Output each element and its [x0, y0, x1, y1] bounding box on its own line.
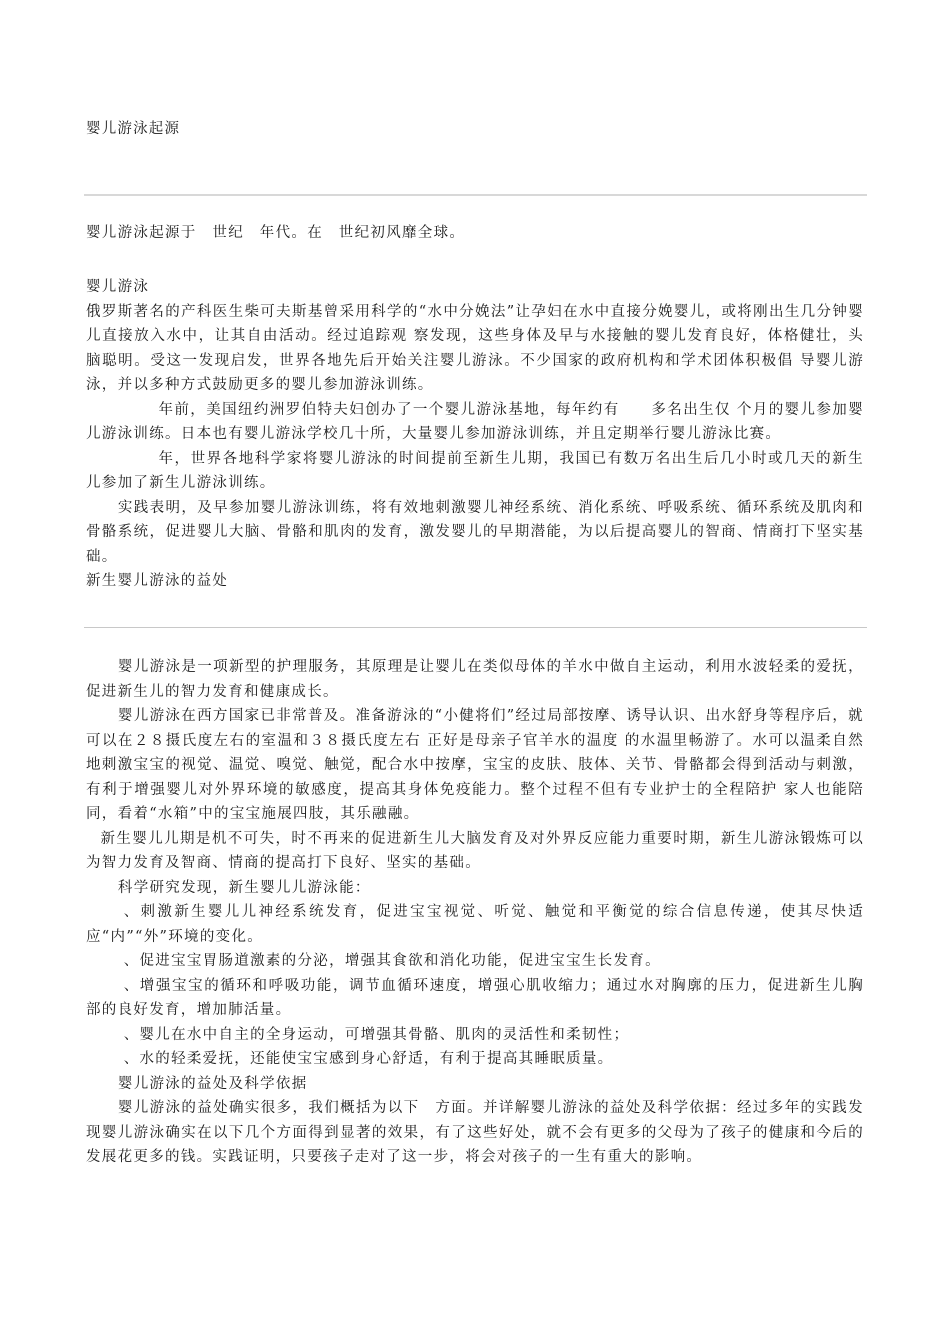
paragraph: 新生婴儿儿期是机不可失，时不再来的促进新生儿大脑发育及对外界反应能力重要时期，新生儿游泳锻炼可以为智力发育及智商、情商的提高打下良好、坚实的基础。 — [86, 830, 864, 871]
list-item: 、增强宝宝的循环和呼吸功能，调节血循环速度，增强心肌收缩力；通过水对胸廓的压力，促进新生儿胸部的良好发育，增加肺活量。 — [86, 977, 864, 1018]
section-divider — [84, 627, 867, 628]
paragraph: 实践表明，及早参加婴儿游泳训练，将有效地刺激婴儿神经系统、消化系统、呼吸系统、循环系统及肌肉和骨骼系统，促进婴儿大脑、骨骼和肌肉的发育，激发婴儿的早期潜能，为以后提高婴儿的智商、情商打下坚实基础。 — [86, 499, 864, 565]
paragraph: 科学研究发现，新生婴儿儿游泳能： — [117, 879, 371, 896]
paragraph: 年，世界各地科学家将婴儿游泳的时间提前至新生儿期，我国已有数万名出生后几小时或几天的新生儿参加了新生儿游泳训练。 — [86, 450, 864, 491]
list-item: 、婴儿在水中自主的全身运动，可增强其骨骼、肌肉的灵活性和柔韧性； — [123, 1026, 630, 1043]
paragraph: 婴儿游泳的益处确实很多，我们概括为以下 方面。并详解婴儿游泳的益处及科学依据：经过多年的实践发现婴儿游泳确实在以下几个方面得到显著的效果，有了这些好处，就不会有更多的父母为了孩子的健康和今后的发展花更多的钱。实践证明，只要孩子走对了这一步，将会对孩子的一生有重大的影响。 — [86, 1100, 864, 1165]
subsection-heading: 婴儿游泳的益处及科学依据 — [117, 1075, 308, 1092]
section-newborn-benefits — [86, 655, 864, 1170]
list-item: 、水的轻柔爱抚，还能使宝宝感到身心舒适，有利于提高其睡眠质量。 — [123, 1051, 614, 1067]
paragraph: 俄罗斯著名的产科医生柴可夫斯基曾采用科学的“水中分娩法”让孕妇在水中直接分娩婴儿，或将刚出生几分钟婴儿直接放入水中，让其自由活动。经过追踪观 察发现，这些身体及早与水接触的婴儿发育良好，体格健壮，头脑聪明。受这一发现启发，世界各地先后开始关注婴儿游泳。不少国家的政府机构和学术团体积极倡 导婴儿游泳，并以多种方式鼓励更多的婴儿参加游泳训练。 — [86, 303, 864, 393]
list-item: 、刺激新生婴儿儿神经系统发育，促进宝宝视觉、听觉、触觉和平衡觉的综合信息传递，使其尽快适应“内”“外”环境的变化。 — [86, 904, 864, 945]
paragraph: 年前，美国纽约洲罗伯特夫妇创办了一个婴儿游泳基地，每年约有 多名出生仅 个月的婴儿参加婴儿游泳训练。日本也有婴儿游泳学校几十所，大量婴儿参加游泳训练，并且定期举行婴儿游泳比赛。 — [86, 401, 864, 442]
top-divider — [84, 194, 867, 196]
section-heading: 新生婴儿游泳的益处 — [86, 573, 229, 589]
paragraph: 婴儿游泳是一项新型的护理服务，其原理是让婴儿在类似母体的羊水中做自主运动，利用水波轻柔的爱抚，促进新生儿的智力发育和健康成长。 — [86, 659, 864, 700]
paragraph: 婴儿游泳在西方国家已非常普及。准备游泳的“小健将们”经过局部按摩、诱导认识、出水舒身等程序后，就可以在２８摄氏度左右的室温和３８摄氏度左右 正好是母亲子官羊水的温度 的水温里畅游了。水可以温柔自然地刺激宝宝的视觉、温觉、嗅觉、触觉，配合水中按摩，宝宝的皮肤、肢体、关节、骨骼都会得到活动与刺激，有利于增强婴儿对外界环境的敏感度，提高其身体免疫能力。整个过程不但有专业护士的全程陪护 家人也能陪同，看着“水箱”中的宝宝施展四肢，其乐融融。 — [86, 708, 864, 822]
section-heading: 婴儿游泳 — [86, 279, 150, 295]
list-item: 、促进宝宝胃肠道激素的分泌，增强其食欲和消化功能，促进宝宝生长发育。 — [123, 953, 661, 969]
section-baby-swimming — [86, 275, 864, 594]
intro-text: 婴儿游泳起源于 世纪 年代。在 世纪初风靡全球。 — [86, 225, 466, 241]
intro-block — [86, 221, 864, 246]
page-title: 婴儿游泳起源 — [86, 121, 181, 137]
